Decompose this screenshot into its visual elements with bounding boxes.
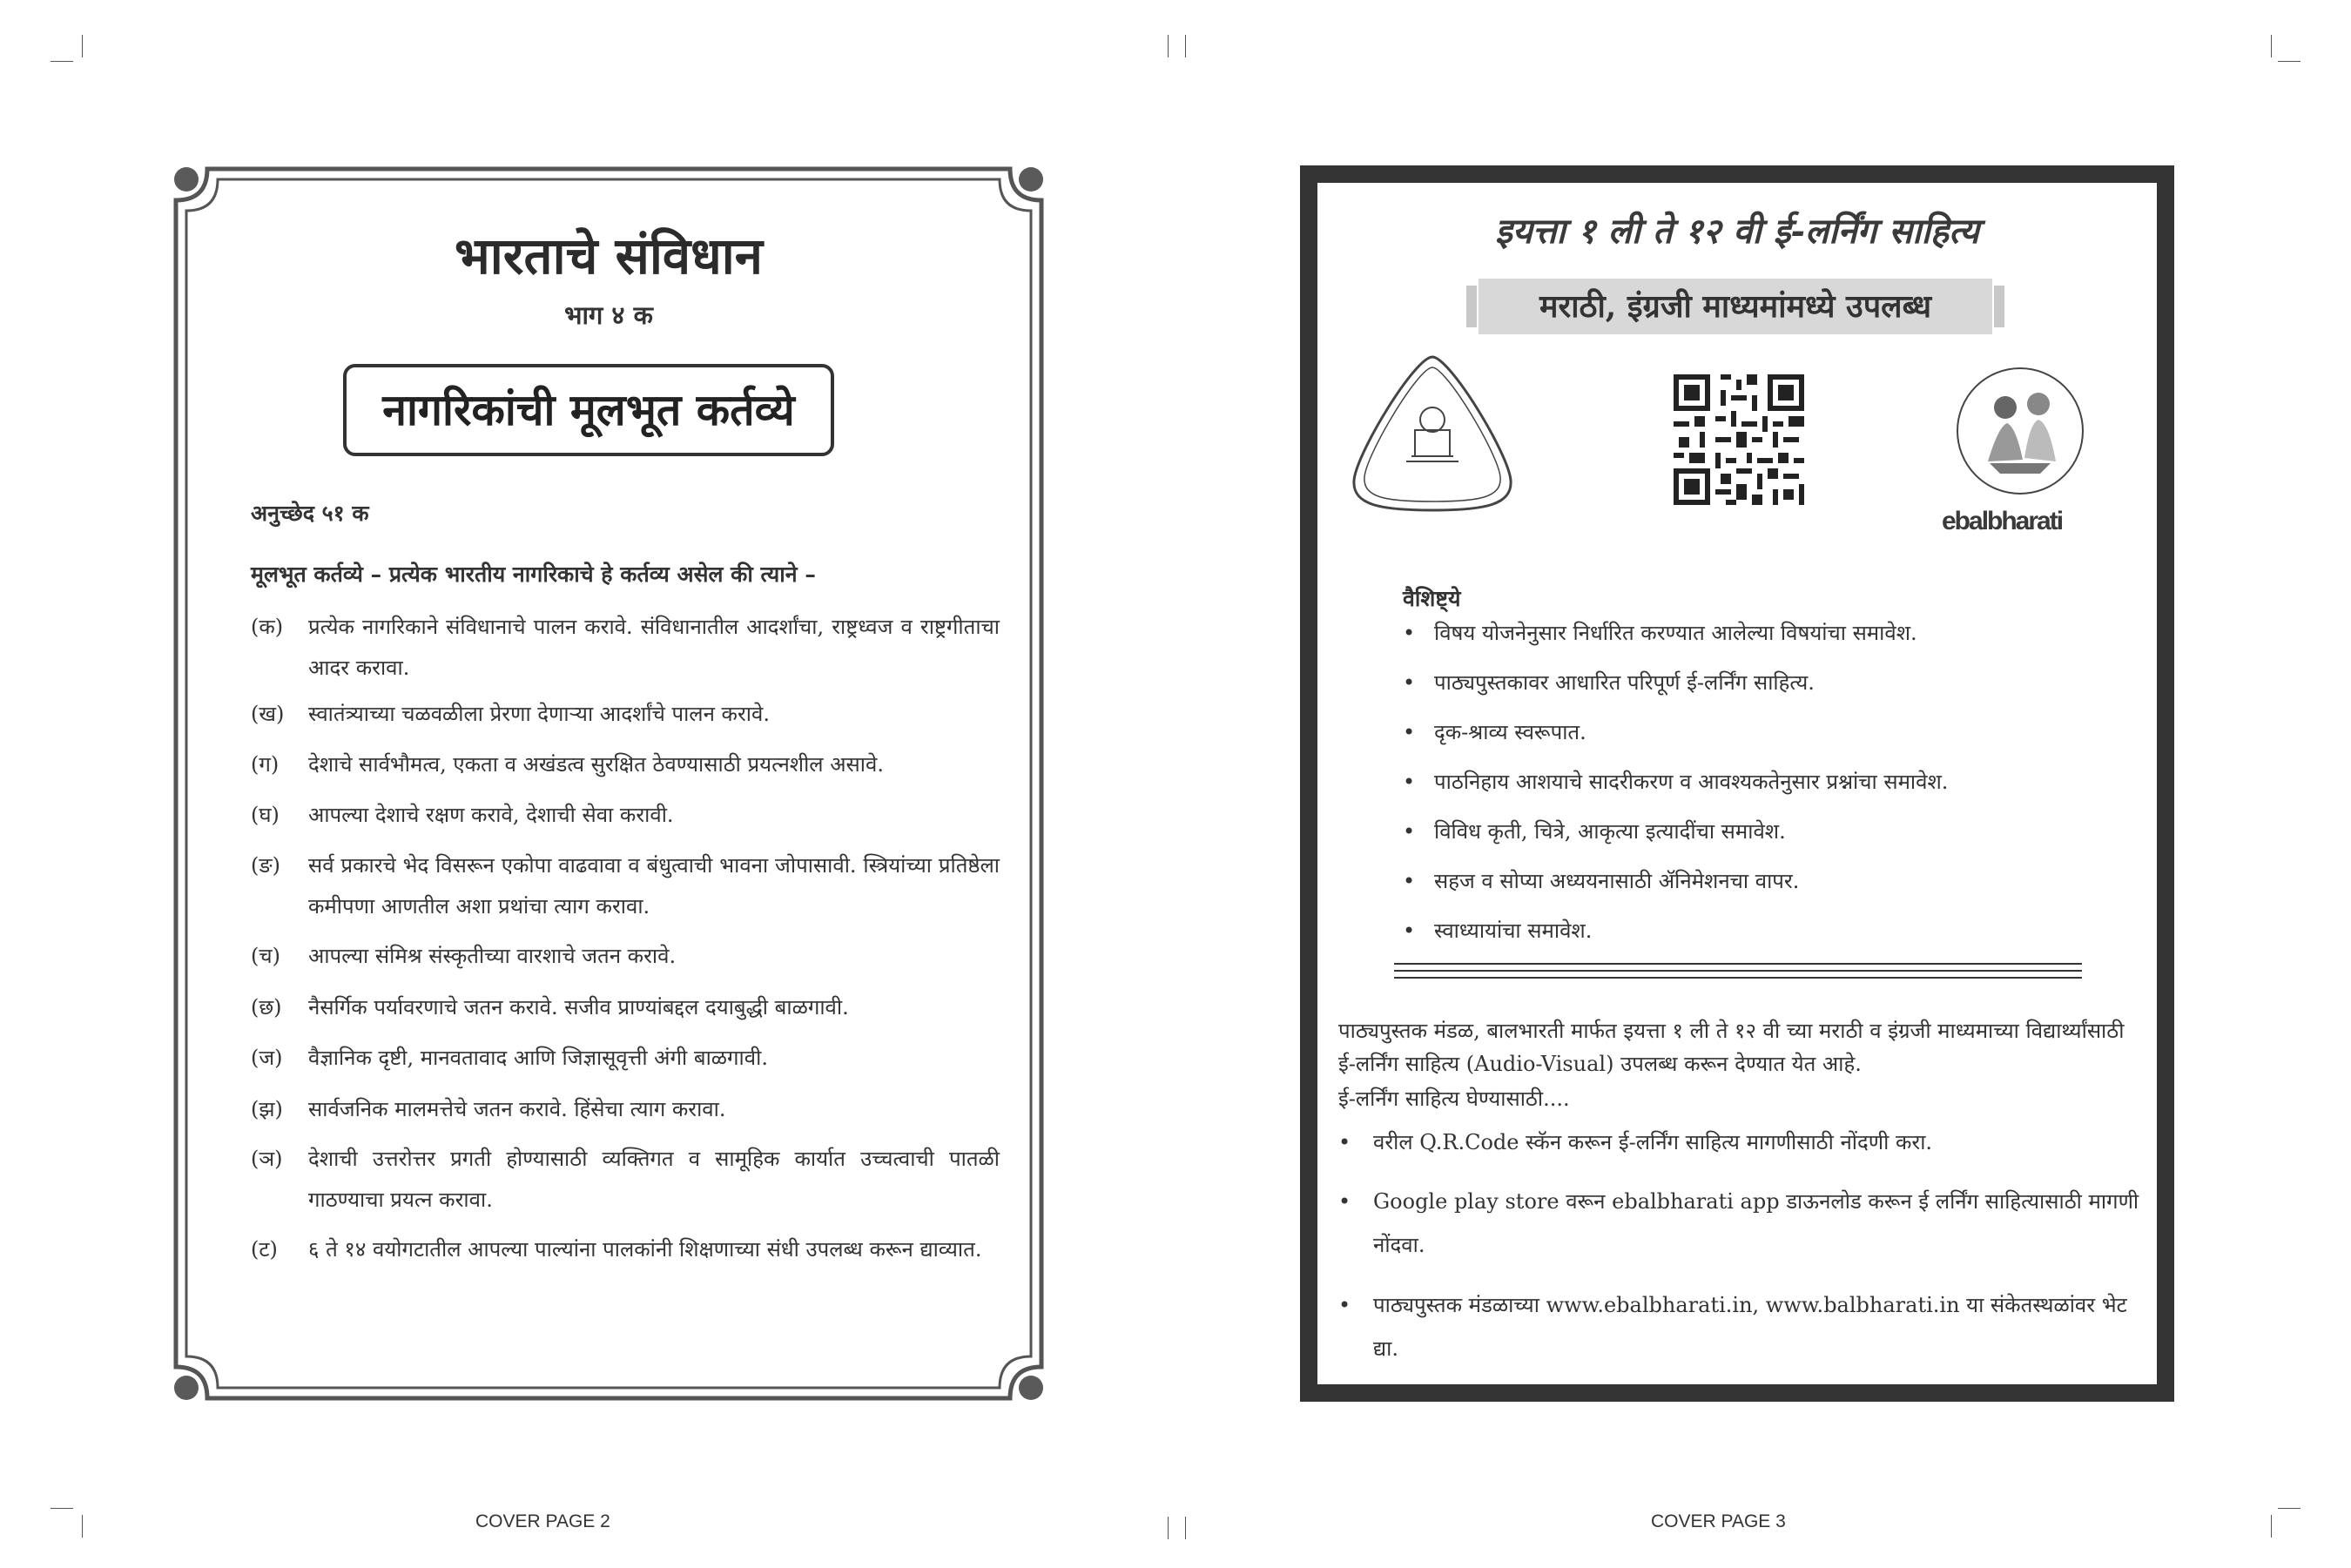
duty-label: (ख): [251, 702, 285, 726]
duty-label: (छ): [251, 995, 282, 1020]
qr-code-icon: [1674, 374, 1804, 505]
duty-item: [251, 936, 1000, 977]
duty-label: (झ): [251, 1097, 283, 1121]
duty-label: (ट): [251, 1237, 278, 1262]
crop-mark: [2278, 1508, 2300, 1509]
article-label: अनुच्छेद ५१ क: [251, 501, 369, 526]
instruction-item: [1338, 1180, 2139, 1267]
feature-text: दृक-श्राव्य स्वरूपात.: [1434, 720, 1586, 744]
bullet-icon: •: [1403, 770, 1416, 794]
feature-item: [1403, 866, 1799, 895]
corner-dot: [1019, 1376, 1043, 1400]
divider: [1394, 963, 2082, 965]
constitution-page: [172, 165, 1045, 1402]
bullet-icon: •: [1338, 1189, 1351, 1214]
duty-text: आपल्या देशाचे रक्षण करावे, देशाची सेवा करावी.: [308, 803, 674, 827]
feature-item: [1403, 618, 1917, 647]
bullet-icon: •: [1403, 819, 1416, 844]
duty-item: [251, 845, 1000, 927]
duty-item: [251, 607, 1000, 689]
duty-text: नैसर्गिक पर्यावरणाचे जतन करावे. सजीव प्राण्यांबद्दल दयाबुद्धी बाळगावी.: [308, 995, 849, 1020]
feature-text: सहज व सोप्या अध्ययनासाठी ॲनिमेशनचा वापर.: [1434, 869, 1800, 893]
duty-label: (च): [251, 944, 280, 968]
feature-item: [1403, 717, 1586, 746]
duty-text: ६ ते १४ वयोगटातील आपल्या पाल्यांना पालकांनी शिक्षणाच्या संधी उपलब्ध करून द्याव्यात.: [308, 1237, 982, 1262]
duty-item: [251, 1038, 1000, 1079]
duty-text: सर्व प्रकारचे भेद विसरून एकोपा वाढवावा व बंधुत्वाची भावना जोपासावी. स्त्रियांच्या प्रतिष्ठेला कमीपणा आणतील अशा प्रथांचा त्याग करावा.: [308, 853, 1000, 919]
duty-label: (घ): [251, 803, 280, 827]
features-title: वैशिष्ट्ये: [1403, 586, 1461, 611]
page-footer-right: COVER PAGE 3: [1651, 1511, 1786, 1531]
instruction-text: पाठ्यपुस्तक मंडळाच्या www.ebalbharati.in, www.balbharati.in या संकेतस्थळांवर भेट द्या.: [1373, 1293, 2127, 1361]
duty-label: (क): [251, 615, 284, 639]
duty-item: [251, 1089, 1000, 1130]
duty-text: वैज्ञानिक दृष्टी, मानवतावाद आणि जिज्ञासूवृत्ती अंगी बाळगावी.: [308, 1046, 768, 1070]
how-to-heading: ई-लर्निंग साहित्य घेण्यासाठी....: [1338, 1087, 1570, 1111]
feature-text: स्वाध्यायांचा समावेश.: [1434, 919, 1593, 943]
feature-item: [1403, 668, 1815, 697]
duty-item: [251, 1139, 1000, 1221]
crop-mark: [2271, 1515, 2272, 1538]
crop-mark: [51, 61, 73, 62]
duty-text: सार्वजनिक मालमत्तेचे जतन करावे. हिंसेचा त्याग करावा.: [308, 1097, 726, 1121]
duty-item: [251, 1229, 1000, 1270]
crop-mark: [2278, 61, 2300, 62]
feature-item: [1403, 767, 1948, 796]
duty-text: स्वातंत्र्याच्या चळवळीला प्रेरणा देणाऱ्या आदर्शांचे पालन करावे.: [308, 702, 770, 726]
page-footer-left: COVER PAGE 2: [475, 1511, 610, 1531]
bullet-icon: •: [1403, 869, 1416, 893]
duty-text: देशाचे सार्वभौमत्व, एकता व अखंडत्व सुरक्षित ठेवण्यासाठी प्रयत्नशील असावे.: [308, 752, 884, 777]
bullet-icon: •: [1403, 670, 1416, 695]
crop-mark: [82, 35, 83, 57]
crop-mark: [1185, 1517, 1186, 1539]
instruction-text: Google play store वरून ebalbharati app डाऊनलोड करून ई लर्निंग साहित्यासाठी मागणी नोंदवा.: [1373, 1189, 2139, 1257]
duty-text: देशाची उत्तरोत्तर प्रगती होण्यासाठी व्यक्तिगत व सामूहिक कार्यात उच्चत्वाची पातळी गाठण्याचा प्रयत्न करावा.: [308, 1147, 1000, 1212]
bullet-icon: •: [1403, 621, 1416, 645]
bullet-icon: •: [1403, 919, 1416, 943]
page-title: भारताचे संविधान: [455, 226, 763, 286]
elearning-page: [1300, 165, 2174, 1402]
duty-text: प्रत्येक नागरिकाने संविधानाचे पालन करावे. संविधानातील आदर्शांचा, राष्ट्रध्वज व राष्ट्रगीताचा आदर करावा.: [308, 615, 1000, 680]
duty-item: [251, 987, 1000, 1028]
instruction-item: [1338, 1283, 2139, 1370]
elearning-content: [1317, 183, 2157, 1384]
duty-item: [251, 694, 1000, 735]
feature-text: विविध कृती, चित्रे, आकृत्या इत्यादींचा समावेश.: [1434, 819, 1786, 844]
duty-item: [251, 744, 1000, 785]
duty-text: आपल्या संमिश्र संस्कृतीच्या वारशाचे जतन करावे.: [308, 944, 677, 968]
boxed-heading: नागरिकांची मूलभूत कर्तव्ये: [343, 364, 834, 456]
intro-paragraph: पाठ्यपुस्तक मंडळ, बालभारती मार्फत इयत्ता १ ली ते १२ वी च्या मराठी व इंग्रजी माध्यमाच्या विद्यार्थ्यांसाठी ई-लर्निंग साहित्य (Audio-Visual) उपलब्ध करून देण्यात येत आहे.: [1338, 1019, 2125, 1076]
instruction-item: [1338, 1120, 2139, 1164]
feature-text: पाठ्यपुस्तकावर आधारित परिपूर्ण ई-लर्निंग साहित्य.: [1434, 670, 1815, 695]
instruction-text: वरील Q.R.Code स्कॅन करून ई-लर्निंग साहित्य मागणीसाठी नोंदणी करा.: [1373, 1130, 1933, 1154]
duty-item: [251, 795, 1000, 836]
crop-mark: [1168, 35, 1169, 57]
crop-mark: [1168, 1517, 1169, 1539]
medium-banner: मराठी, इंग्रजी माध्यमांमध्ये उपलब्ध: [1479, 279, 1992, 334]
corner-dot: [174, 167, 199, 192]
divider: [1394, 970, 2082, 972]
board-logo-icon: [1345, 350, 1519, 515]
crop-mark: [2271, 35, 2272, 57]
duties-lead: मूलभूत कर्तव्ये – प्रत्येक भारतीय नागरिकाचे हे कर्तव्य असेल की त्याने –: [251, 562, 816, 587]
feature-text: पाठनिहाय आशयाचे सादरीकरण व आवश्यकतेनुसार प्रश्नांचा समावेश.: [1434, 770, 1949, 794]
bullet-icon: •: [1338, 1293, 1351, 1317]
crop-mark: [51, 1508, 73, 1509]
page-heading: इयत्ता १ ली ते १२ वी ई-लर्निंग साहित्य: [1495, 211, 1979, 252]
children-reading-icon: [1955, 366, 2085, 496]
feature-text: विषय योजनेनुसार निर्धारित करण्यात आलेल्या विषयांचा समावेश.: [1434, 621, 1917, 645]
duty-label: (ग): [251, 752, 280, 777]
feature-item: [1403, 916, 1592, 945]
corner-dot: [1019, 167, 1043, 192]
crop-mark: [1185, 35, 1186, 57]
brand-wordmark: ebalbharati: [1942, 507, 2063, 535]
feature-item: [1403, 817, 1786, 845]
corner-dot: [174, 1376, 199, 1400]
part-label: भाग ४ क: [564, 300, 653, 330]
bullet-icon: •: [1403, 720, 1416, 744]
duty-label: (ङ): [251, 853, 281, 878]
divider: [1394, 977, 2082, 979]
bullet-icon: •: [1338, 1130, 1351, 1154]
crop-mark: [82, 1515, 83, 1538]
duty-label: (ज): [251, 1046, 283, 1070]
duty-label: (ञ): [251, 1147, 283, 1171]
